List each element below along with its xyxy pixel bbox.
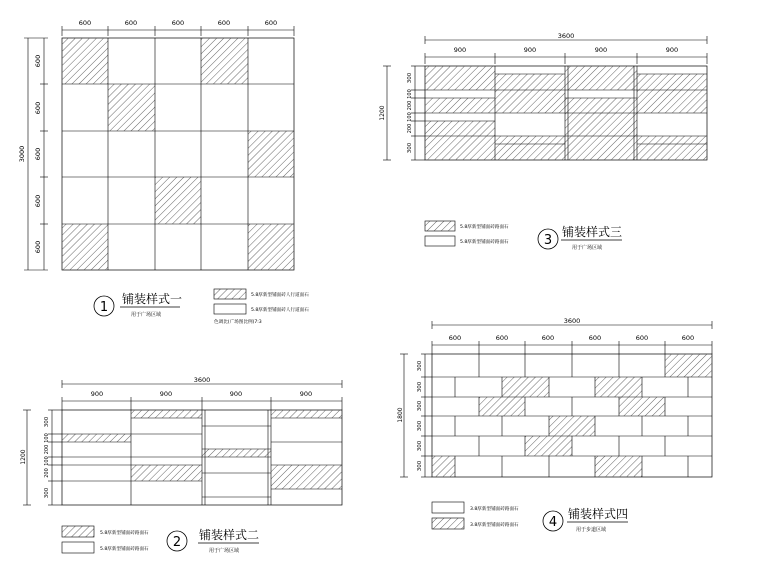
p1-tile-hatched xyxy=(108,84,155,131)
p4-side-dim-4: 300 xyxy=(417,420,423,432)
pattern-2-side-dimension xyxy=(23,410,62,505)
pattern-1-grid xyxy=(62,38,294,270)
pattern-1-top-dimension xyxy=(62,26,294,36)
p4-tile-hatched xyxy=(595,377,642,397)
p1-legend-text-1: 5.8厚新型铺面砖人行道面石 xyxy=(251,293,309,298)
p1-top-dim-4: 600 xyxy=(217,19,231,27)
p3-legend-text-2: 5.8厚新型铺面砖路面石 xyxy=(460,240,509,245)
p2-number: 2 xyxy=(172,535,182,550)
pattern-4-caption xyxy=(432,502,628,533)
p4-tile-hatched xyxy=(549,416,595,436)
p3-tile-hatched xyxy=(425,121,495,136)
p3-subtitle: 用于广场区域 xyxy=(572,245,603,251)
p4-tile-hatched xyxy=(502,377,549,397)
p3-tile-hatched xyxy=(425,66,495,90)
p3-tile-hatched xyxy=(495,144,565,160)
p3-tile-hatched xyxy=(637,144,707,160)
pattern-3 xyxy=(379,32,707,251)
p2-legend-text-2: 5.8厚新型铺面砖路面石 xyxy=(100,547,149,552)
p3-left-dim-5: 200 xyxy=(407,123,413,134)
p3-title: 铺装样式三 xyxy=(562,225,623,239)
pattern-2-grid xyxy=(62,410,342,505)
p4-legend-text-1: 3.8厚新型铺面砖路面石 xyxy=(470,507,519,512)
p4-legend-swatch-plain xyxy=(432,502,464,513)
p3-top-dim-3: 900 xyxy=(594,46,608,54)
p1-legend-swatch-plain xyxy=(214,304,246,314)
p2-left-dim-5: 200 xyxy=(44,468,50,478)
p3-left-dim-2: 100 xyxy=(407,89,413,99)
p4-top-dim-2: 600 xyxy=(495,334,509,342)
p2-tile-hatched xyxy=(202,449,271,457)
p4-tile-hatched xyxy=(479,397,525,416)
p1-top-dim-5: 600 xyxy=(264,19,278,27)
p2-title: 铺装样式二 xyxy=(199,528,260,542)
p3-tile-hatched xyxy=(495,74,565,90)
pattern-3-grid xyxy=(425,66,707,160)
p2-top-dim-3: 900 xyxy=(229,390,243,398)
p3-tile-hatched xyxy=(565,66,637,90)
p2-left-dim-1: 300 xyxy=(44,416,50,428)
p2-subtitle: 用于广场区域 xyxy=(209,548,240,554)
p4-top-dim-1: 600 xyxy=(448,334,462,342)
pattern-3-caption xyxy=(425,221,622,251)
p1-legend-text-2: 5.8厚新型铺面砖人行道面石 xyxy=(251,308,309,313)
p4-side-dim-5: 300 xyxy=(417,440,423,452)
p2-top-dim-4: 900 xyxy=(299,390,313,398)
p4-side-dim-6: 300 xyxy=(417,460,423,472)
p4-tile-hatched xyxy=(525,436,572,456)
p3-top-dim-2: 900 xyxy=(523,46,537,54)
pattern-4-top-dimension xyxy=(432,321,712,354)
pattern-4-grid xyxy=(432,354,712,477)
p4-total-side: 1800 xyxy=(397,407,404,423)
p2-left-dim-3: 200 xyxy=(44,444,50,455)
p2-legend-text-1: 5.8厚新型铺面砖路面石 xyxy=(100,531,149,536)
pattern-4-side-dimension xyxy=(400,354,432,477)
pattern-4 xyxy=(397,317,712,533)
p2-tile-hatched xyxy=(131,465,202,481)
p3-legend-text-1: 5.8厚新型铺面砖路面石 xyxy=(460,225,509,230)
p3-top-dim-1: 900 xyxy=(453,46,467,54)
p3-tile-hatched xyxy=(425,98,495,113)
p3-tile-hatched xyxy=(637,74,707,90)
p3-left-dim-4: 100 xyxy=(407,112,413,122)
p2-tile-hatched xyxy=(271,410,342,418)
p3-legend-swatch-plain xyxy=(425,236,455,246)
p4-top-dim-5: 600 xyxy=(635,334,649,342)
p3-left-dim-6: 300 xyxy=(407,142,413,154)
p1-top-dim-2: 600 xyxy=(124,19,138,27)
p2-legend-swatch-plain xyxy=(62,542,94,553)
p3-tile-hatched xyxy=(565,136,637,160)
p2-left-dim-2: 100 xyxy=(44,433,50,443)
p2-tile-hatched xyxy=(62,434,131,442)
p4-side-dim-2: 300 xyxy=(417,381,423,393)
p1-number: 1 xyxy=(99,300,109,315)
p1-title: 铺装样式一 xyxy=(122,292,183,306)
p1-top-dim-3: 600 xyxy=(171,19,185,27)
p1-side-dim-2: 600 xyxy=(34,101,42,115)
p4-side-dim-1: 300 xyxy=(417,360,423,372)
p4-side-dim-3: 300 xyxy=(417,400,423,412)
p3-left-dim-3: 200 xyxy=(407,100,413,111)
p2-left-dim-6: 300 xyxy=(44,487,50,499)
p4-top-dim-6: 600 xyxy=(681,334,695,342)
p4-total-top: 3600 xyxy=(563,317,581,325)
p4-number: 4 xyxy=(548,515,558,530)
p1-side-dim-1: 600 xyxy=(34,54,42,68)
p3-number: 3 xyxy=(543,233,553,248)
p3-tile-hatched xyxy=(495,90,565,113)
pattern-1-caption xyxy=(94,291,182,318)
p1-side-dim-5: 600 xyxy=(34,240,42,254)
p4-title: 铺装样式四 xyxy=(568,507,629,521)
p2-tile-hatched xyxy=(271,465,342,489)
p1-tile-hatched xyxy=(62,224,108,270)
p3-tile-hatched xyxy=(637,136,707,144)
p2-top-dim-2: 900 xyxy=(159,390,173,398)
pattern-2 xyxy=(20,376,342,554)
p3-tile-hatched xyxy=(637,90,707,113)
p3-legend-swatch-hatched xyxy=(425,221,455,231)
p4-top-dim-3: 600 xyxy=(541,334,555,342)
p3-tile-hatched xyxy=(565,98,637,113)
p1-tile-hatched xyxy=(248,131,294,177)
p4-tile-hatched xyxy=(665,354,712,377)
p4-legend-text-2: 3.8厚新型铺面砖路面石 xyxy=(470,523,519,528)
p3-total-top: 3600 xyxy=(557,32,575,40)
pattern-3-side-dimension xyxy=(383,66,425,160)
p1-tile-hatched xyxy=(62,38,108,84)
p1-side-dim-3: 600 xyxy=(34,147,42,161)
pattern-1-legend xyxy=(214,289,309,325)
p4-subtitle: 用于步道区域 xyxy=(576,527,607,533)
pattern-2-caption xyxy=(62,526,259,554)
p4-top-dim-4: 600 xyxy=(588,334,602,342)
p3-top-dim-4: 900 xyxy=(665,46,679,54)
pattern-1 xyxy=(18,19,309,325)
p2-total-top: 3600 xyxy=(193,376,211,384)
p2-tile-hatched xyxy=(131,410,202,418)
p2-legend-swatch-hatched xyxy=(62,526,94,537)
p3-left-dim-1: 300 xyxy=(407,72,413,84)
p4-tile-hatched xyxy=(595,456,642,477)
p1-tile-hatched xyxy=(155,177,201,224)
p4-tile-hatched xyxy=(619,397,665,416)
p1-side-dim-4: 600 xyxy=(34,194,42,208)
p3-tile-hatched xyxy=(425,136,495,160)
p1-total-side: 3000 xyxy=(18,145,26,163)
p3-tile-hatched xyxy=(565,113,637,136)
p2-left-dim-4: 100 xyxy=(44,456,50,466)
p2-top-dim-1: 900 xyxy=(90,390,104,398)
p2-total-side: 1200 xyxy=(20,449,27,465)
p3-tile-hatched xyxy=(495,136,565,144)
p1-ratio-note: 色调比(广场图比例)7:3 xyxy=(214,320,262,325)
p1-top-dim-1: 600 xyxy=(78,19,92,27)
p4-tile-hatched xyxy=(432,456,455,477)
p1-legend-swatch-hatched xyxy=(214,289,246,299)
p1-subtitle: 用于广场区域 xyxy=(131,312,162,318)
p1-tile-hatched xyxy=(248,224,294,270)
p1-tile-hatched xyxy=(201,38,248,84)
pattern-3-top-dimension xyxy=(425,36,707,64)
p3-total-side: 1200 xyxy=(379,105,386,121)
p4-legend-swatch-hatched xyxy=(432,518,464,529)
